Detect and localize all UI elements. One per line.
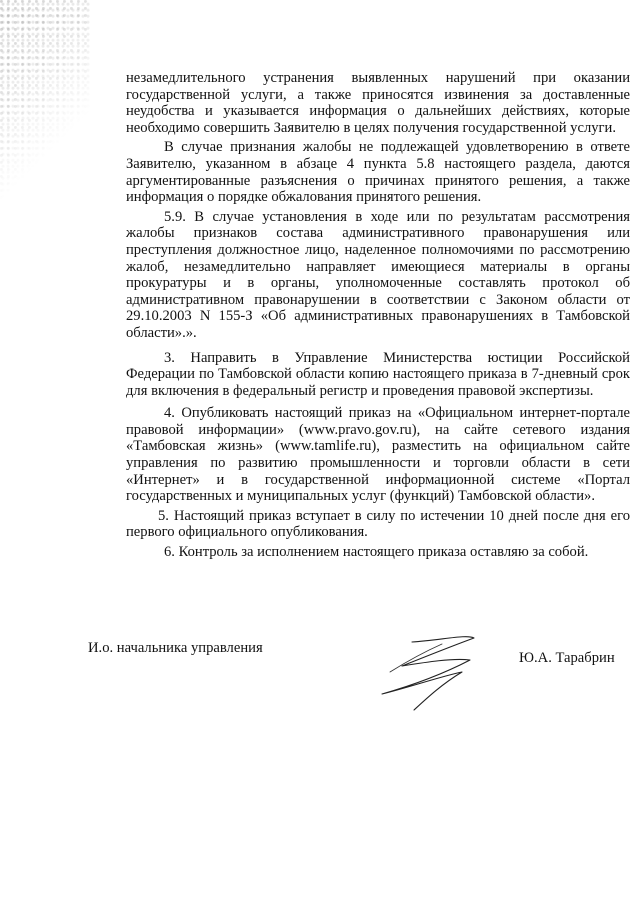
handwritten-signature <box>372 632 482 712</box>
paragraph-item-4: 4. Опубликовать настоящий приказ на «Официальном интернет-портале правовой информации» (www.pravo.gov.ru), на сайте сетевого издания «Тамбовская жизнь» (www.tamlife.ru), разместить на официальном сайте управления по развитию промышленности и торговли области в сети «Интернет» и в государственной информационной системе «Портал государственных и муниципальных услуг (функций) Тамбовской области». <box>126 405 630 505</box>
signer-name: Ю.А. Тарабрин <box>519 650 615 666</box>
document-body <box>126 70 630 561</box>
signer-position: И.о. начальника управления <box>88 640 263 656</box>
paragraph-item-5: 5. Настоящий приказ вступает в силу по истечении 10 дней после дня его первого официального опубликования. <box>126 507 630 541</box>
paragraph-item-3: 3. Направить в Управление Министерства юстиции Российской Федерации по Тамбовской области копию настоящего приказа в 7-дневный срок для включения в федеральный регистр и проведения правовой экспертизы. <box>126 349 630 399</box>
scan-edge-noise <box>0 0 90 200</box>
signature-block <box>0 632 640 712</box>
paragraph-item-6: 6. Контроль за исполнением настоящего приказа оставляю за собой. <box>164 544 589 561</box>
paragraph-complaint-rejected: В случае признания жалобы не подлежащей удовлетворению в ответе Заявителю, указанном в абзаце 4 пункта 5.8 настоящего раздела, даются аргументированные разъяснения о причинах принятого решения, а также информация о порядке обжалования принятого решения. <box>126 139 630 206</box>
paragraph-5-9: 5.9. В случае установления в ходе или по результатам рассмотрения жалобы признаков состава административного правонарушения или преступления должностное лицо, наделенное полномочиями по рассмотрению жалоб, незамедлительно направляет имеющиеся материалы в органы прокуратуры и в органы, уполномоченные составлять протокол об административном правонарушении в соответствии с Законом области от 29.10.2003 N 155-З «Об административных правонарушениях в Тамбовской области».». <box>126 208 630 341</box>
paragraph-complaint-satisfied: незамедлительного устранения выявленных нарушений при оказании государственной услуги, а также приносятся извинения за доставленные неудобства и указывается информация о дальнейших действиях, которые необходимо совершить Заявителю в целях получения государственной услуги. <box>126 70 630 136</box>
